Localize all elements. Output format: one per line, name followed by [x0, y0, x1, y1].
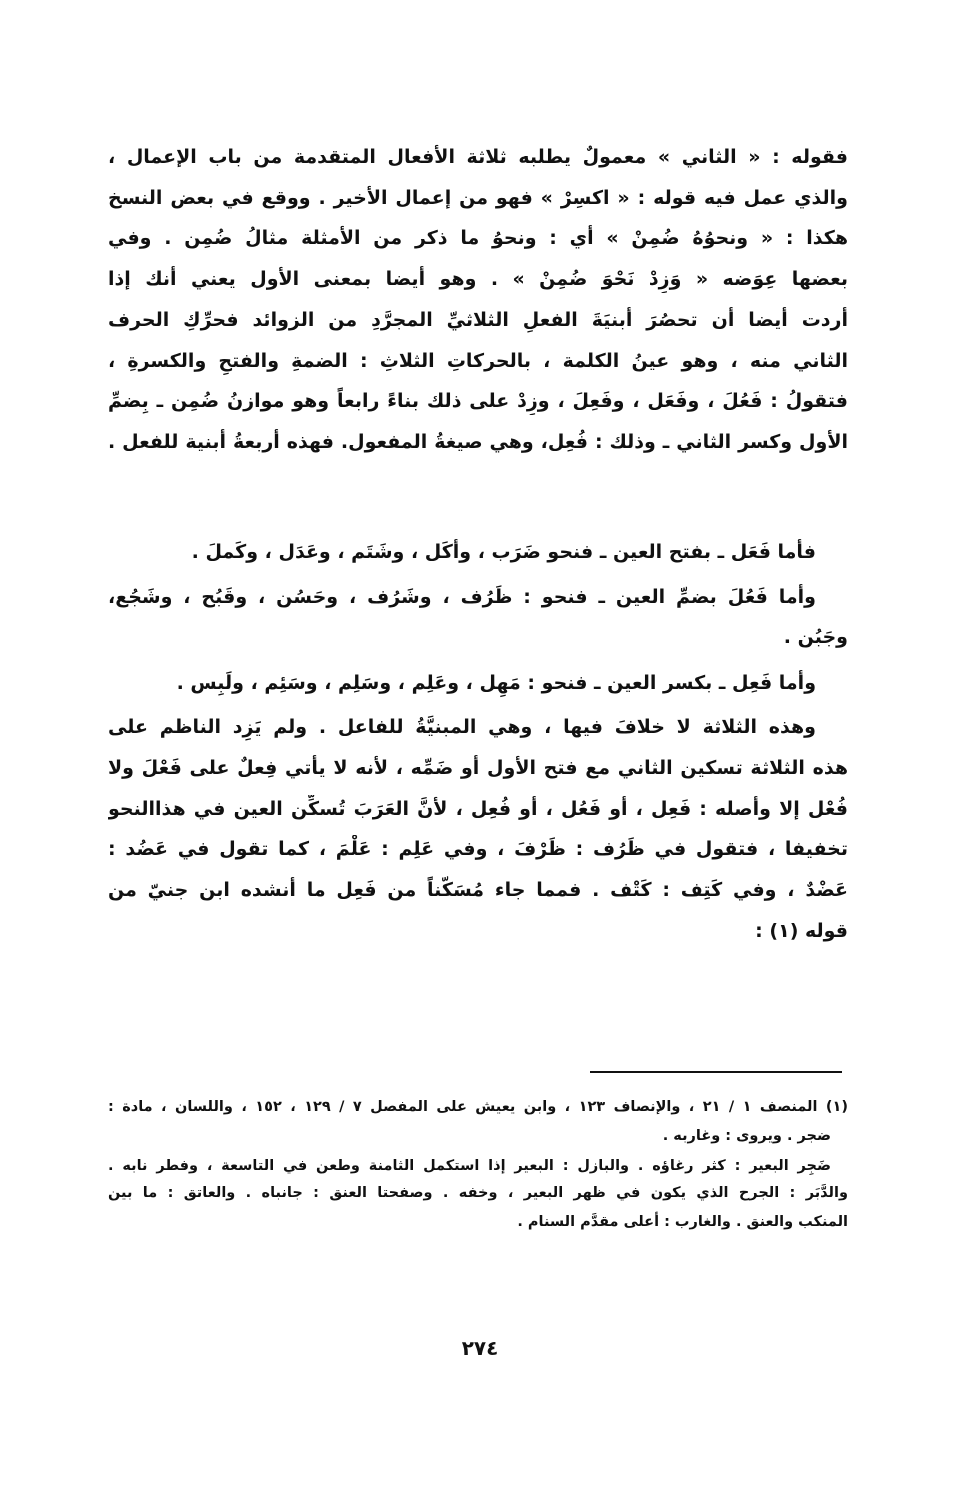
text-line: بعضها عِوَضه « وَزِدْ نَحْوَ ضُمِنْ » . وهو أيضا بمعنى الأول يعني أنك إذا [108, 268, 848, 290]
paragraph-damma-end: وجَبُن . [783, 626, 848, 648]
page-number: ٢٧٤ [461, 1336, 499, 1360]
text-line: فقوله : « الثاني » معمولٌ يطلبه ثلاثة الأفعال المتقدمة من باب الإعمال ، [108, 146, 848, 168]
paragraph-kasra: وأما فَعِل ـ بكسر العين ـ فنحو : مَهِل ، وعَلِم ، وسَلِم ، وسَئِم ، ولَبِس . [176, 672, 816, 694]
text-line: تخفيفا ، فتقول في ظَرُف : ظَرْفَ ، وفي عَلِم : عَلْمَ ، كما تقول في عَضُد : [108, 838, 848, 860]
text-line: الأول وكسر الثاني ـ وذلك : فُعِل، وهي صيغةُ المفعول. فهذه أربعةُ أبنية للفعل . [108, 431, 848, 453]
footnote-line: (١) المنصف ١ / ٢١ ، والإنصاف ١٢٣ ، وابن يعيش على المفصل ٧ / ١٢٩ ، ١٥٢ ، واللسان ، مادة : [108, 1099, 848, 1115]
footnote-line: المنكب والعنق . والغارب : أعلى مقدَّم السنام . [517, 1214, 848, 1230]
text-line: فُعْل إلا وأصله : فَعِل ، أو فَعُل ، أو فُعِل ، لأنَّ العَرَبَ تُسكِّن العين في هذاالنحو [108, 798, 848, 820]
paragraph-damma: وأما فَعُلَ بضمِّ العين ـ فنحو : ظَرُف ، وشَرُف ، وحَسُن ، وقَبُح ، وشَجُع، [108, 586, 816, 608]
paragraph-fatha: فأما فَعَل ـ بفتح العين ـ فنحو ضَرَب ، وأكَل ، وشَتَم ، وعَدَل ، وكَملَ . [191, 541, 816, 563]
text-line: عَضْدٌ ، وفي كَتِف : كَتْف . فمما جاء مُسَكَّناً من فَعِل ما أنشده ابن جنيّ من [108, 879, 848, 901]
text-line: أردت أيضا أن تحصُرَ أبنيَةَ الفعلِ الثلاثيِّ المجرَّدِ من الزوائد فحرِّكِ الحرف [108, 309, 848, 331]
text-line: والذي عمل فيه قوله : « اكسِرْ » فهو من إعمال الأخير . ووقع في بعض النسخ [108, 187, 848, 209]
text-line: هذه الثلاثة تسكين الثاني مع فتح الأول أو ضَمِّه ، لأنه لا يأتي فِعلٌ على فَعْلَ ولا [108, 757, 848, 779]
text-line: هكذا : « ونحوُهُ ضُمِنْ » أي : ونحوُ ما ذكر من الأمثلة مثالُ ضُمِن . وفي [108, 227, 848, 249]
footnote-line: ضجر . ويروى : وغاربه . [662, 1128, 831, 1144]
text-line: فتقولُ : فَعُلَ ، وفَعَل ، وفَعِلَ ، وزِدْ على ذلك بناءً رابعاً وهو موازنُ ضُمِن ـ بِضمِّ [108, 390, 848, 412]
text-line: وهذه الثلاثة لا خلافَ فيها ، وهي المبنيَّةُ للفاعل . ولم يَزِد الناظم على [108, 716, 816, 738]
text-line: الثاني منه ، وهو عينُ الكلمة ، بالحركاتِ الثلاثِ : الضمةِ والفتحِ والكسرةِ ، [108, 350, 848, 372]
footnote-divider [590, 1071, 842, 1073]
text-line: قوله (١) : [755, 920, 848, 942]
footnote-line: والدَّبَر : الجرح الذي يكون في ظهر البعير ، وخفه . وصفحتا العنق : جانباه . والعاتق : ما بين [108, 1185, 848, 1201]
footnote-line: ضَجِر البعير : كثر رغاؤه . والبازل : البعير إذا استكمل الثامنة وطعن في التاسعة ، وفطر نابه . [108, 1158, 831, 1174]
